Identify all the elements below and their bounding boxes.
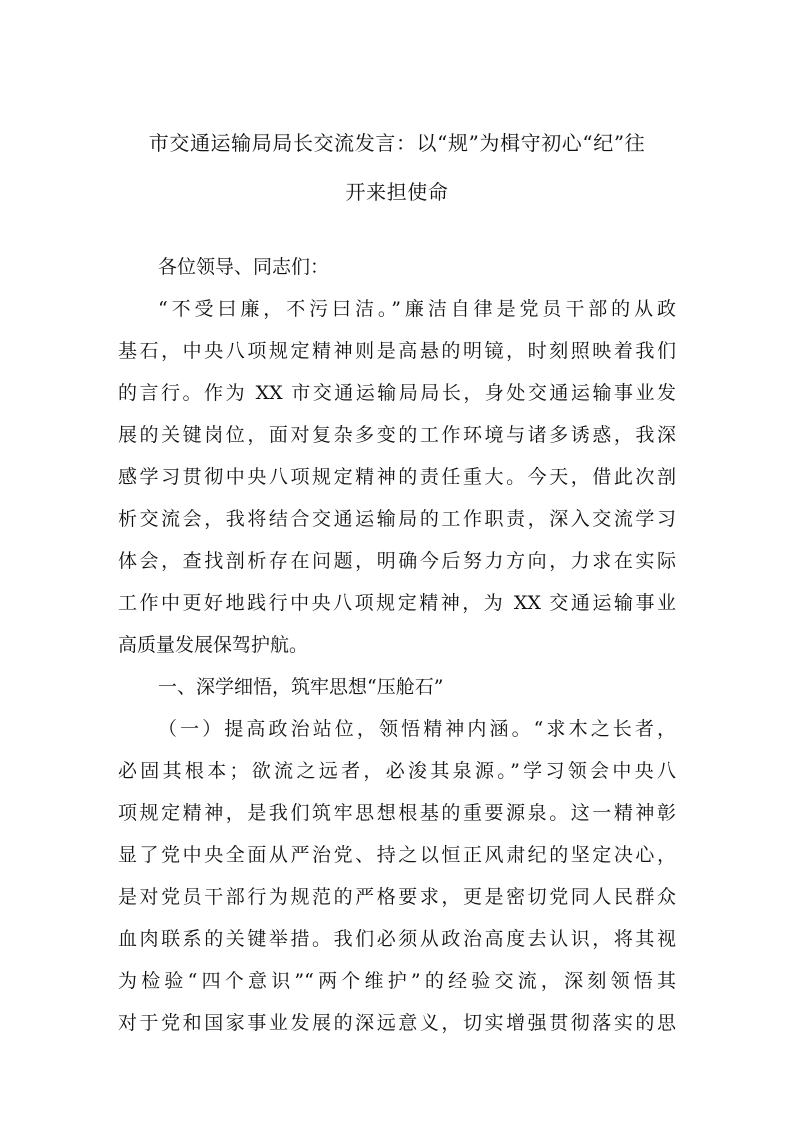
document-body: [118, 246, 676, 1044]
paragraph-line: 感学习贯彻中央八项规定精神的责任重大。今天，借此次剖: [118, 466, 676, 488]
document-title-line-1: 市交通运输局局长交流发言：以“规”为楫守初心“纪”往: [148, 131, 646, 155]
paragraph-line: 必固其根本；欲流之远者，必浚其泉源。”学习领会中央八: [118, 760, 676, 782]
salutation: 各位领导、同志们：: [158, 256, 330, 278]
paragraph-line: 对于党和国家事业发展的深远意义，切实增强贯彻落实的思: [118, 1012, 676, 1034]
paragraph-line: 显了党中央全面从严治党、持之以恒正风肃纪的坚定决心，: [118, 844, 676, 866]
section-heading: 一、深学细悟，筑牢思想“压舱石”: [158, 676, 444, 698]
paragraph-line: 项规定精神，是我们筑牢思想根基的重要源泉。这一精神彰: [118, 802, 676, 824]
paragraph-line: 展的关键岗位，面对复杂多变的工作环境与诸多诱惑，我深: [118, 424, 676, 446]
paragraph-line: 高质量发展保驾护航。: [118, 634, 309, 656]
paragraph-line: 是对党员干部行为规范的严格要求，更是密切党同人民群众: [118, 886, 676, 908]
paragraph-line: 基石，中央八项规定精神则是高悬的明镜，时刻照映着我们: [118, 340, 676, 362]
paragraph-line: （一）提高政治站位，领悟精神内涵。“求木之长者，: [158, 718, 676, 740]
paragraph-line: 为检验“四个意识”“两个维护”的经验交流，深刻领悟其: [118, 970, 676, 992]
document-title-line-2: 开来担使命: [345, 180, 449, 204]
paragraph-line: 析交流会，我将结合交通运输局的工作职责，深入交流学习: [118, 508, 676, 530]
paragraph-line: “不受曰廉，不污曰洁。”廉洁自律是党员干部的从政: [158, 298, 676, 320]
paragraph-line: 体会，查找剖析存在问题，明确今后努力方向，力求在实际: [118, 550, 676, 572]
paragraph-line: 血肉联系的关键举措。我们必须从政治高度去认识，将其视: [118, 928, 676, 950]
paragraph-line: 的言行。作为 XX 市交通运输局局长，身处交通运输事业发: [118, 382, 676, 404]
paragraph-line: 工作中更好地践行中央八项规定精神，为 XX 交通运输事业: [118, 592, 676, 614]
